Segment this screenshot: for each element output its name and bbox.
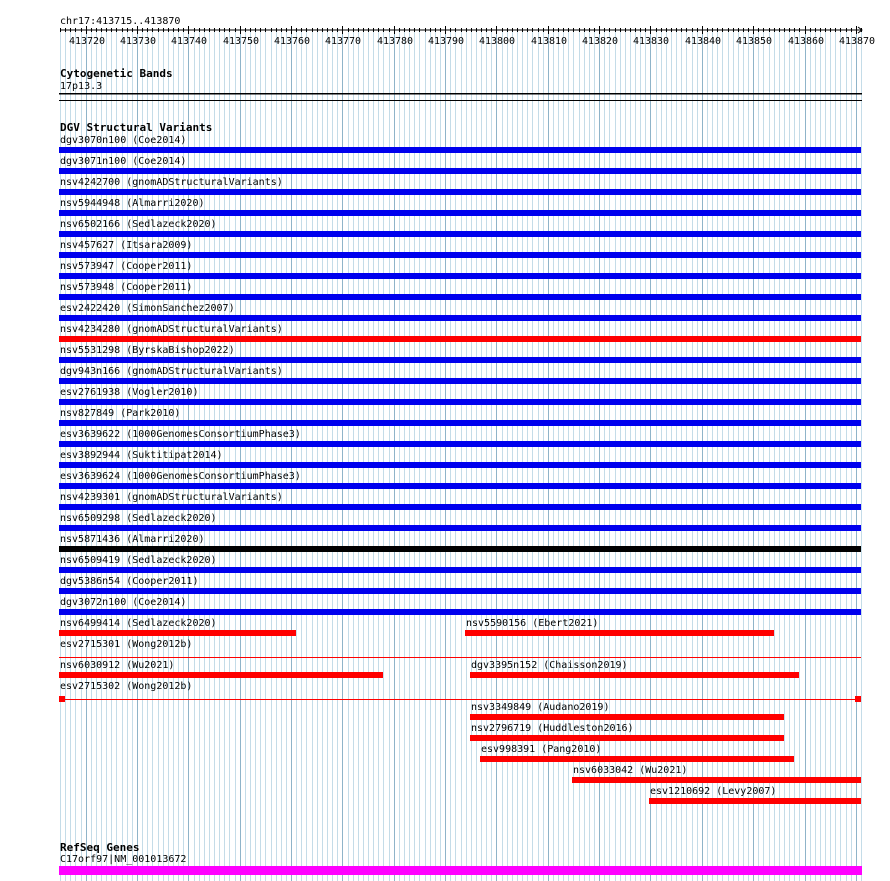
refseq-track (59, 841, 862, 875)
ruler-tick-label: 413750 (222, 36, 260, 47)
dgv-feature-label: esv998391 (Pang2010) (481, 744, 602, 755)
dgv-feature[interactable] (59, 366, 861, 384)
dgv-feature-bar[interactable] (59, 462, 861, 468)
dgv-feature[interactable] (470, 660, 799, 678)
dgv-feature-bar[interactable] (59, 189, 861, 195)
dgv-feature-bar[interactable] (59, 441, 861, 447)
dgv-feature-bar[interactable] (572, 777, 861, 783)
ruler-tick-label: 413720 (68, 36, 106, 47)
dgv-feature[interactable] (59, 492, 861, 510)
dgv-feature-label: dgv5386n54 (Cooper2011) (60, 576, 199, 587)
dgv-feature-line[interactable] (59, 699, 861, 700)
dgv-feature-label: dgv3395n152 (Chaisson2019) (471, 660, 628, 671)
dgv-feature[interactable] (59, 513, 861, 531)
dgv-feature-label: nsv4234280 (gnomADStructuralVariants) (60, 324, 283, 335)
dgv-feature-bar[interactable] (59, 567, 861, 573)
dgv-feature[interactable] (59, 429, 861, 447)
dgv-feature[interactable] (465, 618, 774, 636)
dgv-feature[interactable] (59, 639, 861, 658)
refseq-gene-feature[interactable] (59, 866, 862, 875)
cytoband-label: 17p13.3 (60, 81, 103, 92)
dgv-feature-bar[interactable] (59, 357, 861, 363)
dgv-feature[interactable] (59, 324, 861, 342)
dgv-feature-bar[interactable] (59, 588, 861, 594)
dgv-feature-label: nsv5944948 (Almarri2020) (60, 198, 205, 209)
dgv-feature-bar[interactable] (59, 504, 861, 510)
dgv-feature-label: nsv573947 (Cooper2011) (60, 261, 193, 272)
dgv-feature[interactable] (59, 345, 861, 363)
dgv-feature-label: esv2422420 (SimonSanchez2007) (60, 303, 235, 314)
dgv-feature[interactable] (59, 681, 861, 702)
ruler-tick-label: 413780 (376, 36, 414, 47)
dgv-feature-block[interactable] (59, 696, 65, 702)
track-divider (59, 100, 862, 101)
dgv-feature[interactable] (59, 156, 861, 174)
dgv-feature[interactable] (59, 660, 383, 678)
dgv-feature-label: nsv6033042 (Wu2021) (573, 765, 688, 776)
dgv-feature-bar[interactable] (649, 798, 861, 804)
ruler-tick-label: 413870 (838, 36, 876, 47)
dgv-feature-label: nsv3349849 (Audano2019) (471, 702, 610, 713)
ruler-tick-label: 413850 (735, 36, 773, 47)
ruler-tick-label: 413790 (427, 36, 465, 47)
dgv-feature-label: esv2715301 (Wong2012b) (60, 639, 193, 650)
dgv-feature-bar[interactable] (59, 273, 861, 279)
ruler-tick-label: 413770 (324, 36, 362, 47)
dgv-feature-label: nsv4239301 (gnomADStructuralVariants) (60, 492, 283, 503)
dgv-feature-bar[interactable] (59, 378, 861, 384)
dgv-feature-label: esv2761938 (Vogler2010) (60, 387, 199, 398)
dgv-feature[interactable] (59, 555, 861, 573)
dgv-feature[interactable] (59, 177, 861, 195)
dgv-feature-bar[interactable] (480, 756, 794, 762)
ruler-tick-label: 413810 (530, 36, 568, 47)
dgv-feature-bar[interactable] (470, 714, 784, 720)
dgv-feature-label: dgv3070n100 (Coe2014) (60, 135, 187, 146)
dgv-feature-bar[interactable] (59, 147, 861, 153)
ruler-tick-label: 413800 (478, 36, 516, 47)
dgv-feature[interactable] (59, 576, 861, 594)
dgv-feature-bar[interactable] (59, 546, 861, 552)
refseq-gene-label: C17orf97|NM_001013672 (60, 854, 187, 865)
ruler-tick-label: 413760 (273, 36, 311, 47)
dgv-feature[interactable] (59, 387, 861, 405)
refseq-track-title: RefSeq Genes (60, 841, 140, 854)
dgv-feature-label: dgv3071n100 (Coe2014) (60, 156, 187, 167)
dgv-feature-label: nsv5590156 (Ebert2021) (466, 618, 599, 629)
cytoband-track[interactable] (59, 67, 862, 101)
dgv-feature-bar[interactable] (59, 210, 861, 216)
ruler-tick-label: 413730 (119, 36, 157, 47)
dgv-feature-label: dgv3072n100 (Coe2014) (60, 597, 187, 608)
ruler-tick-label: 413860 (787, 36, 825, 47)
dgv-feature-bar[interactable] (59, 252, 861, 258)
dgv-feature-label: nsv5871436 (Almarri2020) (60, 534, 205, 545)
dgv-feature-label: nsv4242700 (gnomADStructuralVariants) (60, 177, 283, 188)
dgv-feature-bar[interactable] (59, 231, 861, 237)
dgv-feature[interactable] (59, 198, 861, 216)
dgv-feature-bar[interactable] (59, 315, 861, 321)
dgv-track (59, 121, 861, 804)
dgv-feature-label: nsv6499414 (Sedlazeck2020) (60, 618, 217, 629)
dgv-feature[interactable] (59, 450, 861, 468)
ruler-tick-label: 413740 (170, 36, 208, 47)
dgv-feature[interactable] (59, 303, 861, 321)
dgv-feature-label: nsv573948 (Cooper2011) (60, 282, 193, 293)
dgv-feature-label: dgv943n166 (gnomADStructuralVariants) (60, 366, 283, 377)
dgv-feature-bar[interactable] (59, 672, 383, 678)
dgv-track-title: DGV Structural Variants (60, 121, 213, 134)
dgv-feature-bar[interactable] (470, 735, 784, 741)
dgv-feature[interactable] (59, 219, 861, 237)
dgv-feature[interactable] (649, 786, 861, 804)
dgv-feature[interactable] (470, 723, 784, 741)
dgv-feature-bar[interactable] (59, 483, 861, 489)
dgv-feature[interactable] (59, 261, 861, 279)
dgv-feature[interactable] (59, 534, 861, 552)
dgv-feature-label: nsv2796719 (Huddleston2016) (471, 723, 634, 734)
ruler (60, 16, 875, 47)
dgv-feature-bar[interactable] (465, 630, 774, 636)
dgv-feature[interactable] (572, 765, 861, 783)
dgv-feature-bar[interactable] (59, 336, 861, 342)
dgv-feature-bar[interactable] (59, 294, 861, 300)
ruler-tick-label: 413820 (581, 36, 619, 47)
dgv-feature-label: nsv6030912 (Wu2021) (60, 660, 175, 671)
cytoband-bar[interactable] (59, 93, 862, 95)
dgv-feature-label: nsv457627 (Itsara2009) (60, 240, 193, 251)
dgv-feature-label: esv2715302 (Wong2012b) (60, 681, 193, 692)
dgv-feature-label: esv1210692 (Levy2007) (650, 786, 777, 797)
ruler-tick-label: 413830 (632, 36, 670, 47)
dgv-feature-label: esv3639622 (1000GenomesConsortiumPhase3) (60, 429, 301, 440)
dgv-feature-label: esv3892944 (Suktitipat2014) (60, 450, 223, 461)
dgv-feature-label: nsv6509298 (Sedlazeck2020) (60, 513, 217, 524)
region-label: chr17:413715..413870 (60, 16, 181, 27)
dgv-feature-label: nsv6502166 (Sedlazeck2020) (60, 219, 217, 230)
dgv-feature-bar[interactable] (59, 399, 861, 405)
cytoband-track-title: Cytogenetic Bands (60, 67, 173, 80)
dgv-feature[interactable] (59, 240, 861, 258)
dgv-feature[interactable] (470, 702, 784, 720)
dgv-feature[interactable] (59, 408, 861, 426)
dgv-feature-label: nsv5531298 (ByrskaBishop2022) (60, 345, 235, 356)
dgv-feature-bar[interactable] (470, 672, 799, 678)
dgv-feature-bar[interactable] (59, 609, 861, 615)
ruler-tick-label: 413840 (684, 36, 722, 47)
dgv-feature-block[interactable] (855, 696, 861, 702)
dgv-feature[interactable] (59, 471, 861, 489)
dgv-feature-bar[interactable] (59, 525, 861, 531)
dgv-feature-bar[interactable] (59, 630, 296, 636)
dgv-feature[interactable] (59, 135, 861, 153)
dgv-feature-label: nsv827849 (Park2010) (60, 408, 181, 419)
dgv-features (59, 135, 861, 804)
dgv-feature-label: nsv6509419 (Sedlazeck2020) (60, 555, 217, 566)
dgv-feature[interactable] (480, 744, 794, 762)
dgv-feature-label: esv3639624 (1000GenomesConsortiumPhase3) (60, 471, 301, 482)
dgv-feature-line[interactable] (59, 657, 861, 658)
dgv-feature-bar[interactable] (59, 168, 861, 174)
dgv-feature[interactable] (59, 282, 861, 300)
dgv-feature-bar[interactable] (59, 420, 861, 426)
ruler-ticks (61, 26, 876, 47)
dgv-feature[interactable] (59, 597, 861, 615)
